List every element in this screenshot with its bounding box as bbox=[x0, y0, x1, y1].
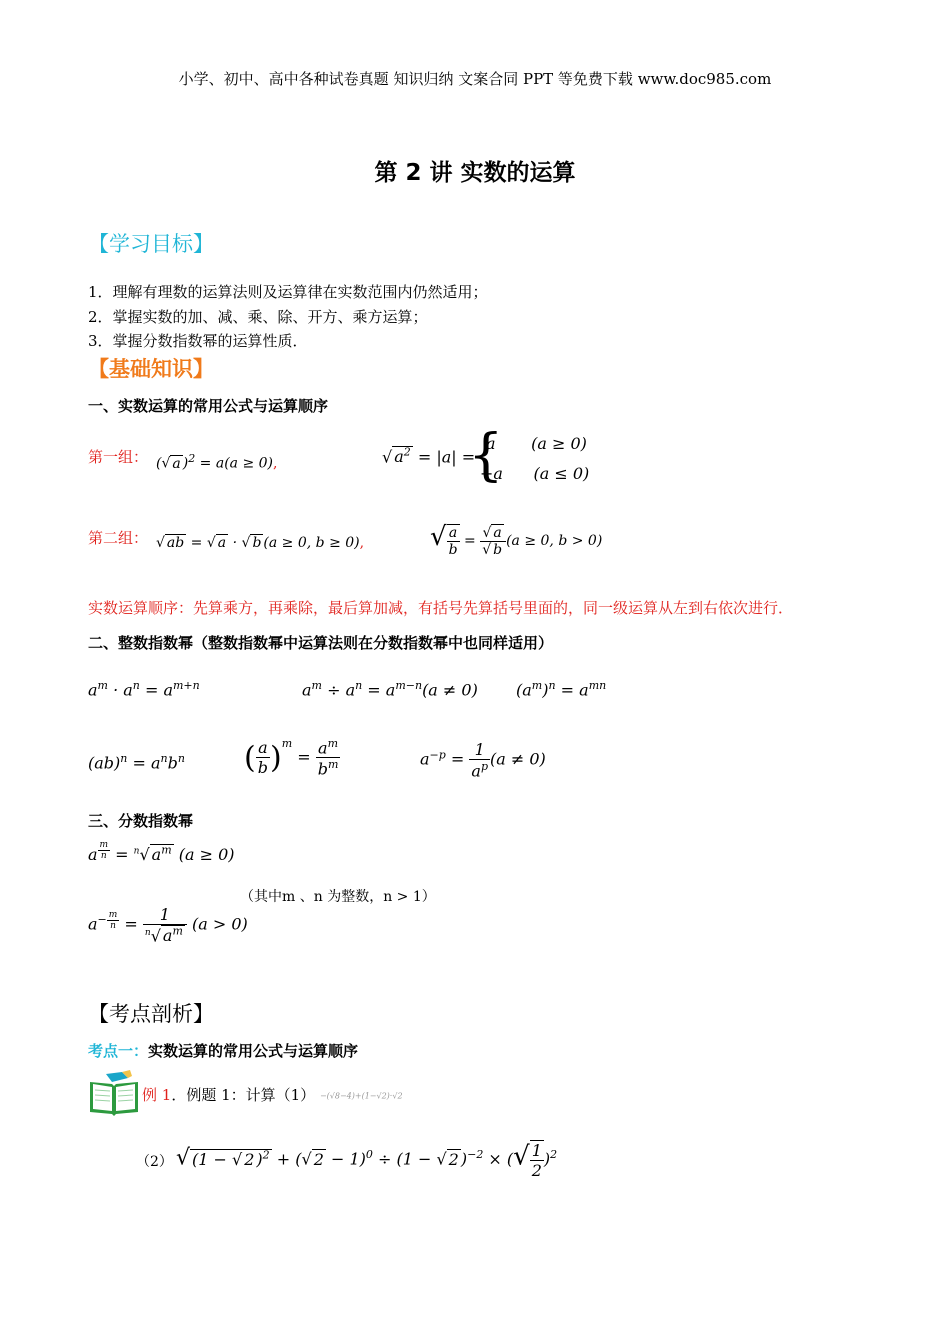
key-point-title: 实数运算的常用公式与运算顺序 bbox=[148, 1042, 359, 1060]
section-1-heading: 一、实数运算的常用公式与运算顺序 bbox=[88, 397, 329, 415]
formula-quotient-powers: $a^m \div a^n = a^{m-n}(a \ne 0)$ bbox=[302, 679, 478, 700]
exam-analysis-heading: 【考点剖析】 bbox=[88, 1002, 214, 1026]
page-title: 第 2 讲 实数的运算 bbox=[374, 160, 576, 186]
learning-goals-heading: 【学习目标】 bbox=[88, 232, 214, 256]
goal-item-2: 2．掌握实数的加、减、乘、除、开方、乘方运算； bbox=[88, 308, 428, 326]
example-1-line bbox=[142, 1084, 403, 1105]
exponent-note: （其中m 、n 为整数，n > 1） bbox=[240, 889, 436, 905]
formula-sqrt-product: √ ab = √ a · √ b (a ≥ 0, b ≥ 0), bbox=[156, 535, 365, 551]
goal-item-1: 1．理解有理数的运算法则及运算律在实数范围内仍然适用； bbox=[88, 283, 488, 301]
formula-power-of-quotient: ( $\frac{a}{b}$ )$^m$ = $\frac{a^m}{b^m}$ bbox=[244, 737, 339, 779]
formula-sqrt-squared: (√ a )$^2$ = a(a ≥ 0), bbox=[156, 452, 278, 472]
formula-negative-exponent: $a^{-p}$ = $\frac{1}{a^p}$ (a ≠ 0) bbox=[420, 740, 546, 781]
group-1-label: 第一组： bbox=[88, 448, 149, 466]
formula-fractional-exponent: a $^{\frac{m}{n}}$ = $^n$√ $a^m$ (a ≥ 0) bbox=[88, 840, 235, 864]
goal-item-3: 3．掌握分数指数幂的运算性质． bbox=[88, 332, 308, 350]
page-header: 小学、初中、高中各种试卷真题 知识归纳 文案合同 PPT 等免费下载 www.doc985.com bbox=[178, 70, 772, 88]
example-label: 例 1 bbox=[142, 1086, 172, 1104]
formula-product-powers: $a^m \cdot a^n = a^{m+n}$ bbox=[88, 679, 200, 700]
group-2-label: 第二组： bbox=[88, 529, 149, 547]
key-point-label: 考点一： bbox=[88, 1042, 149, 1060]
basics-heading: 【基础知识】 bbox=[88, 357, 214, 381]
operation-order-text: 实数运算顺序：先算乘方，再乘除，最后算加减，有括号先算括号里面的，同一级运算从左到右依次进行． bbox=[88, 599, 794, 617]
example-1-part-2-formula: √ (1 − √ 2 )$^2$ + (√ 2 − 1)$^0$ ÷ (1 − √ 2 )$^{-2}$ × (√ $\frac{1}{2}$ )$^2$ bbox=[176, 1141, 558, 1180]
formula-negative-fractional-exponent: $a^{- \frac{m}{n}}$ = $\frac{1}{^n√ a^m}$ (a > 0) bbox=[88, 905, 248, 946]
formula-power-of-power: $(a^m)^n = a^{mn}$ bbox=[516, 679, 607, 700]
key-point-1 bbox=[88, 1040, 358, 1061]
example-1-part-1-formula: −(√8−4)+(1−√2)·√2 bbox=[319, 1091, 403, 1101]
book-pencil-icon bbox=[88, 1070, 140, 1116]
section-3-heading: 三、分数指数幂 bbox=[88, 812, 194, 830]
formula-sqrt-quotient: √ $\frac{a}{b}$ = $\frac{√ a}{√ b}$ (a ≥ 0, b > 0) bbox=[430, 522, 603, 558]
example-text: ．例题 1：计算（1） bbox=[171, 1086, 316, 1104]
section-2-heading: 二、整数指数幂（整数指数幂中运算法则在分数指数幂中也同样适用） bbox=[88, 634, 554, 652]
formula-power-of-product: $(ab)^n = a^nb^n$ bbox=[88, 752, 185, 773]
example-1-part-2-label: （2） bbox=[136, 1154, 173, 1170]
